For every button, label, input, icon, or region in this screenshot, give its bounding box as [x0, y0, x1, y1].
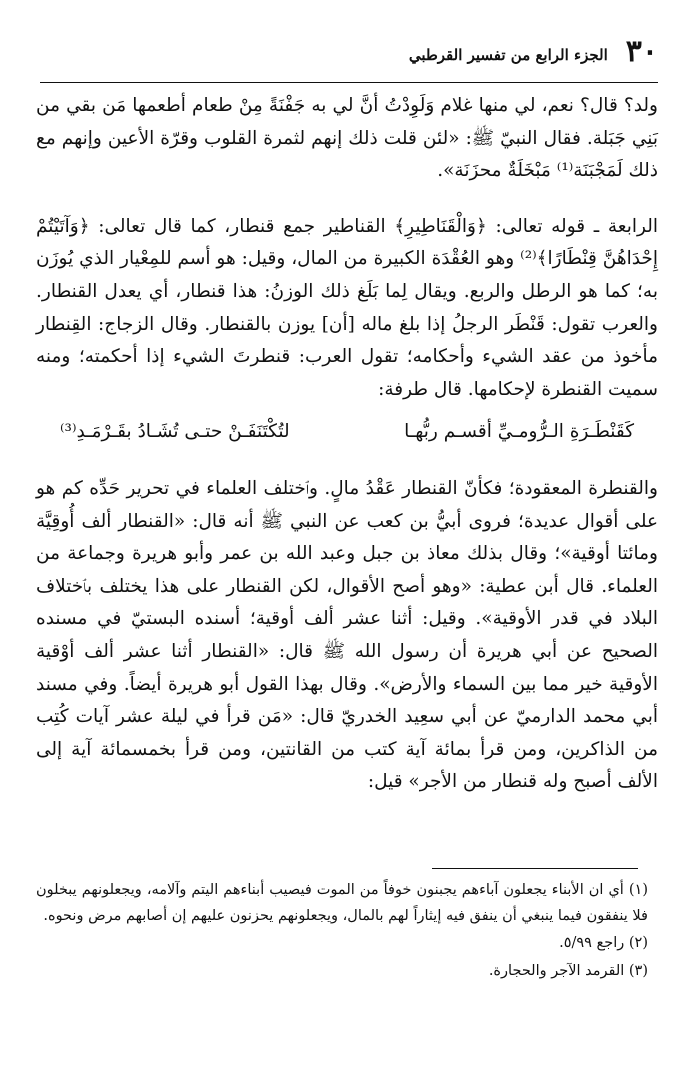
main-text: [36, 90, 658, 799]
running-title: الجزء الرابع من تفسير القرطبي: [408, 46, 608, 64]
paragraph-gap: [36, 188, 658, 211]
poetry-verse: [36, 406, 658, 473]
page-number: ٣٠: [625, 34, 658, 69]
footnote-2: (٢) راجع ٥/٩٩.: [559, 935, 648, 951]
paragraph: ولد؟ قال؟ نعم، لي منها غلام وَلَوِدْتُ أنَّ لي به جَفْنَةً مِنْ طعام أطعمها مَن بقي من بَنِي جَبَلة. فقال النبيّ ﷺ: «لئن قلت ذلك إنهم لثمرة القلوب وقرّة الأعين وإنهم مع ذلك لَمَجْبَنَة⁽¹⁾ مَبْخَلَةٌ محزَنَة».: [36, 95, 658, 182]
paragraph: والقنطرة المعقودة؛ فكأنّ القنطار عَقْدُ مالٍ. وٱختلف العلماء في تحرير حَدِّه كم هو على أقوال عديدة؛ فروى أبيُّ بن كعب عن النبي ﷺ أنه قال: «القنطار ألف أُوقِيَّة ومائتا أوقية»؛ وقال بذلك معاذ بن جبل وعبد الله بن عمر وأبو هريرة وجماعة من العلماء. قال أبن عطية: «وهو أصح الأقوال، لكن القنطار على هذا يختلف بٱختلاف البلاد في قدر الأوقية». وقيل: أثنا عشر ألف أوقية؛ أسنده البستيّ في مسنده الصحيح عن أبي هريرة أن رسول الله ﷺ قال: «القنطار أثنا عشر ألف أوْقية الأوقية خير مما بين السماء والأرض». وقال بهذا القول أبو هريرة أيضاً. وفي مسند أبي محمد الدارميّ عن أبي سعِيد الخدريّ قال: «مَن قرأ في ليلة عشر آيات كُتِب من الذاكرين، ومن قرأ بمائة آية كتب من القانتين، ومن قرأ بخمسمائة آية إلى الألف أصبح وله قنطار من الأجر» قيل:: [36, 477, 658, 793]
footnote-3: (٣) القرمد الآجر والحجارة.: [488, 962, 648, 979]
verse-first-hemistich: كَقَنْطَـرَةِ الـرُّومـيِّ أقسـم ربُّهـا: [404, 421, 634, 443]
footnote-rule: [432, 868, 638, 869]
page-header: [40, 28, 658, 70]
footnotes: [36, 878, 658, 986]
paragraph: الرابعة ـ قوله تعالى: ﴿وَالْقَنَاطِيرِ﴾ القناطير جمع قنطار، كما قال تعالى: ﴿وَآتَيْتُمْ إِحْدَاهُنَّ قِنْطَارًا﴾⁽²⁾ وهو العُقْدَة الكبيرة من المال، وقيل: هو أسم للمِعْيار الذي يُوزَن به؛ كما هو الرطل والربع. ويقال لِما بَلَغ ذلك الوزنُ: هذا قنطار، أي يعدل القنطار. والعرب تقول: قَنْطَر الرجلُ إذا بلغ ماله [أن] يوزن بالقنطار. وقال الزجاج: القِنطار مأخوذ من عقد الشيء وأحكامه؛ تقول العرب: قنطرتَ الشيء إذا أحكمته؛ ومنه سميت القنطرة لإحكامها. قال طرفة:: [36, 215, 659, 400]
footnote-1: (١) أي ان الأبناء يجعلون آباءهم يجبنون خوفاً من الموت فيصيب أبناءهم اليتم وآلامه، ويجعلونهم يبخلون فلا ينفقون فيما ينبغي أن ينفق فيه إيثاراً لهم بالمال، ويجعلونهم يحزنون عليهم إن أصابهم مرض ونحوه.: [36, 882, 648, 924]
header-rule: [40, 82, 658, 83]
verse-second-hemistich: لتُكْتَنَفَـنْ حتـى تُشَـادُ بقَـرْمَـدِ⁽³⁾: [60, 421, 290, 443]
